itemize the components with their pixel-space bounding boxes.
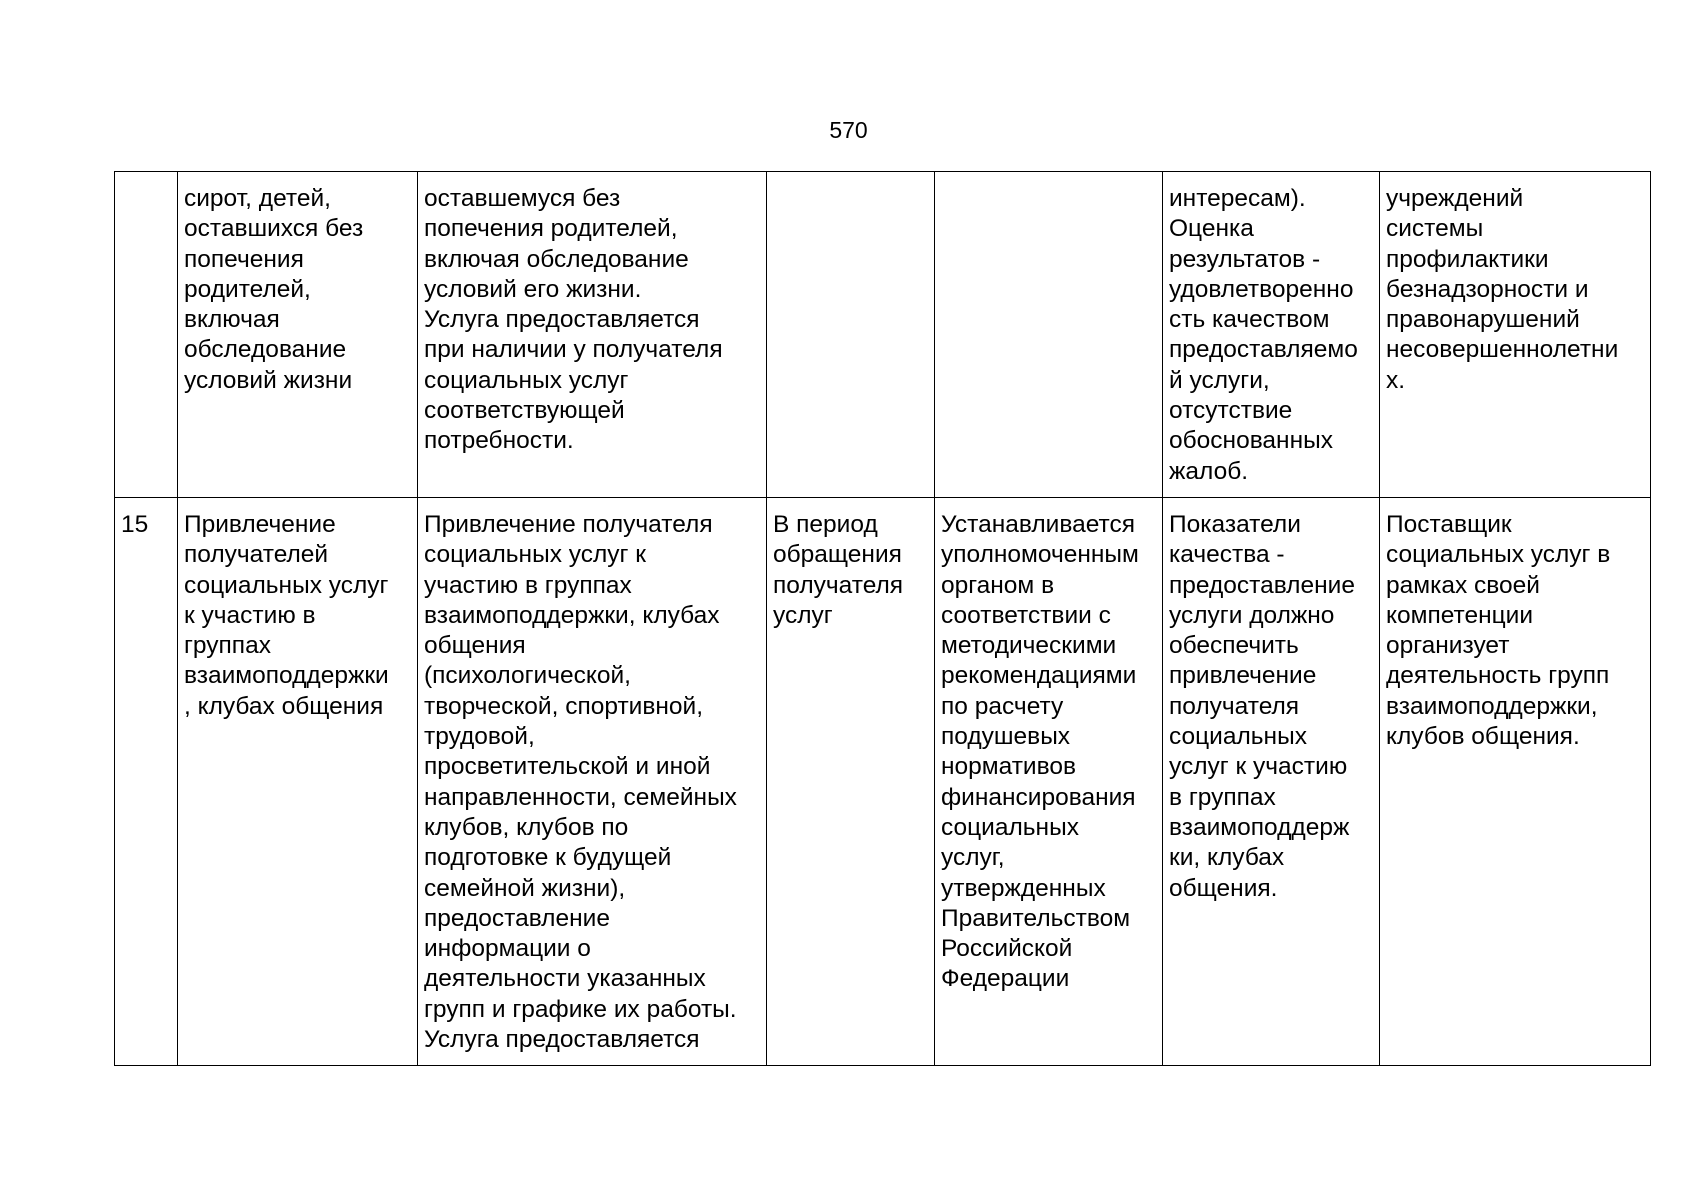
cell-timing [767,172,935,498]
cell-conditions: Поставщик социальных услуг в рамках своей компетенции организует деятельность групп взаимоподдержки, клубов общения. [1380,497,1651,1065]
cell-service-description: оставшемуся без попечения родителей, включая обследование условий его жизни. Услуга предоставляется при наличии у получателя социальных услуг соответствующей потребности. [418,172,767,498]
services-table [114,171,1651,1066]
cell-timing: В период обращения получателя услуг [767,497,935,1065]
table-row [115,497,1651,1065]
cell-number [115,172,178,498]
cell-service-name: Привлечение получателей социальных услуг к участию в группах взаимоподдержки , клубах общения [178,497,418,1065]
cell-number: 15 [115,497,178,1065]
cell-cost: Устанавливается уполномоченным органом в соответствии с методическими рекомендациями по расчету подушевых нормативов финансирования социальных услуг, утвержденных Правительством Российской Федерации [935,497,1163,1065]
cell-service-name: сирот, детей, оставшихся без попечения родителей, включая обследование условий жизни [178,172,418,498]
cell-quality-indicators: Показатели качества - предоставление услуги должно обеспечить привлечение получателя социальных услуг к участию в группах взаимоподдерж ки, клубах общения. [1163,497,1380,1065]
cell-service-description: Привлечение получателя социальных услуг к участию в группах взаимоподдержки, клубах общения (психологической, творческой, спортивной, трудовой, просветительской и иной направленности, семейных клубов, клубов по подготовке к будущей семейной жизни), предоставление информации о деятельности указанных групп и графике их работы. Услуга предоставляется [418,497,767,1065]
cell-quality-indicators: интересам). Оценка результатов - удовлетворенно сть качеством предоставляемо й услуги, отсутствие обоснованных жалоб. [1163,172,1380,498]
cell-cost [935,172,1163,498]
page-number: 570 [829,117,868,143]
cell-conditions: учреждений системы профилактики безнадзорности и правонарушений несовершеннолетни х. [1380,172,1651,498]
table-row [115,172,1651,498]
